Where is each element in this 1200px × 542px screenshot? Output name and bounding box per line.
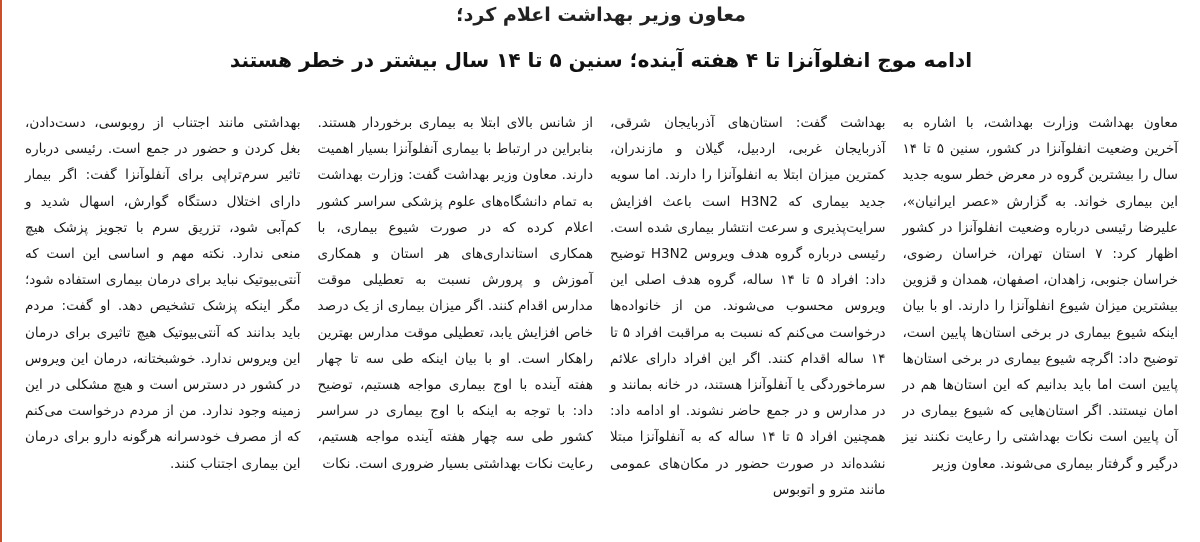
- article-column-4: بهداشتی مانند اجتناب از روبوسی، دست‌دادن، بغل کردن و حضور در جمع است. رئیسی درباره تاثیر سرم‌تراپی برای آنفلوآنزا گفت: اگر بیمار دارای اختلال دستگاه گوارش، اسهال شدید و کم‌آبی شود، تزریق سرم با تجویز پزشک هیچ منعی ندارد. نکته مهم و اساسی این است که آنتی‌بیوتیک نباید برای درمان بیماری استفاده شود؛ مگر اینکه پزشک تشخیص دهد. او گفت: مردم باید بدانند که آنتی‌بیوتیک هیچ تاثیری برای درمان این ویروس ندارد. خوشبختانه، درمان این ویروس در کشور در دسترس است و هیچ مشکلی در این زمینه وجود ندارد. من از مردم درخواست می‌کنم که از مصرف خودسرانه هرگونه دارو برای درمان این بیماری اجتناب کنند.: [25, 115, 301, 472]
- article-body: [16, 110, 1186, 542]
- article-column-3: از شانس بالای ابتلا به بیماری برخوردار هستند. بنابراین در ارتباط با بیماری آنفلوآنزا بسیار اهمیت دارند. معاون وزیر بهداشت گفت: وزارت بهداشت به تمام دانشگاه‌های علوم پزشکی سراسر کشور اعلام کرده که در صورت شیوع بیماری، با همکاری استانداری‌های هر استان و همکاری آموزش و پرورش نسبت به تعطیلی موقت مدارس اقدام کنند. اگر میزان بیماری از یک درصد خاص افزایش یابد، تعطیلی موقت مدارس بهترین راهکار است. او با بیان اینکه طی سه تا چهار هفته آینده با اوج بیماری مواجه هستیم، توضیح داد: با توجه به اینکه با اوج بیماری در سراسر کشور طی سه چهار هفته آینده مواجه هستیم، رعایت نکات بهداشتی بسیار ضروری است. نکات: [317, 115, 593, 472]
- article-column-2: بهداشت گفت: استان‌های آذربایجان شرقی، آذربایجان غربی، اردبیل، گیلان و مازندران، کمترین میزان ابتلا به انفلوآنزا را دارند. اما سویه جدید بیماری که H3N2 است باعث افزایش سرایت‌پذیری و سرعت انتشار بیماری شده است. رئیسی درباره گروه هدف ویروس H3N2 توضیح داد: افراد ۵ تا ۱۴ ساله، گروه هدف اصلی این ویروس محسوب می‌شوند. من از خانواده‌ها درخواست می‌کنم که نسبت به مراقبت افراد ۵ تا ۱۴ ساله اقدام کنند. اگر این افراد دارای علائم سرماخوردگی یا آنفلوآنزا هستند، در خانه بمانند و در مدارس و در جمع حاضر نشوند. او ادامه داد: همچنین افراد ۵ تا ۱۴ ساله که به آنفلوآنزا مبتلا نشده‌اند در صورت حضور در مکان‌های عمومی مانند مترو و اتوبوس: [610, 115, 886, 498]
- article-headline: ادامه موج انفلوآنزا تا ۴ هفته آینده؛ سنین ۵ تا ۱۴ سال بیشتر در خطر هستند: [229, 48, 973, 72]
- article-supertitle: معاون وزیر بهداشت اعلام کرد؛: [456, 4, 746, 26]
- article-column-1: معاون بهداشت وزارت بهداشت، با اشاره به آخرین وضعیت انفلوآنزا در کشور، سنین ۵ تا ۱۴ سال را بیشترین گروه در معرض خطر سویه جدید این بیماری خواند. به گزارش «عصر ایرانیان»، علیرضا رئیسی درباره وضعیت انفلوآنزا در کشور اظهار کرد: ۷ استان تهران، خراسان رضوی، خراسان جنوبی، زاهدان، اصفهان، همدان و قزوین بیشترین میزان شیوع انفلوآنزا را دارند. او با بیان اینکه شیوع بیماری در برخی استان‌ها پایین است، توضیح داد: اگرچه شیوع بیماری در برخی استان‌ها پایین است اما باید بدانیم که این استان‌ها هم در امان نیستند. اگر استان‌هایی که شیوع بیماری در آن پایین است نکات بهداشتی را رعایت نکنند نیز درگیر و گرفتار بیماری می‌شوند. معاون وزیر: [902, 115, 1179, 472]
